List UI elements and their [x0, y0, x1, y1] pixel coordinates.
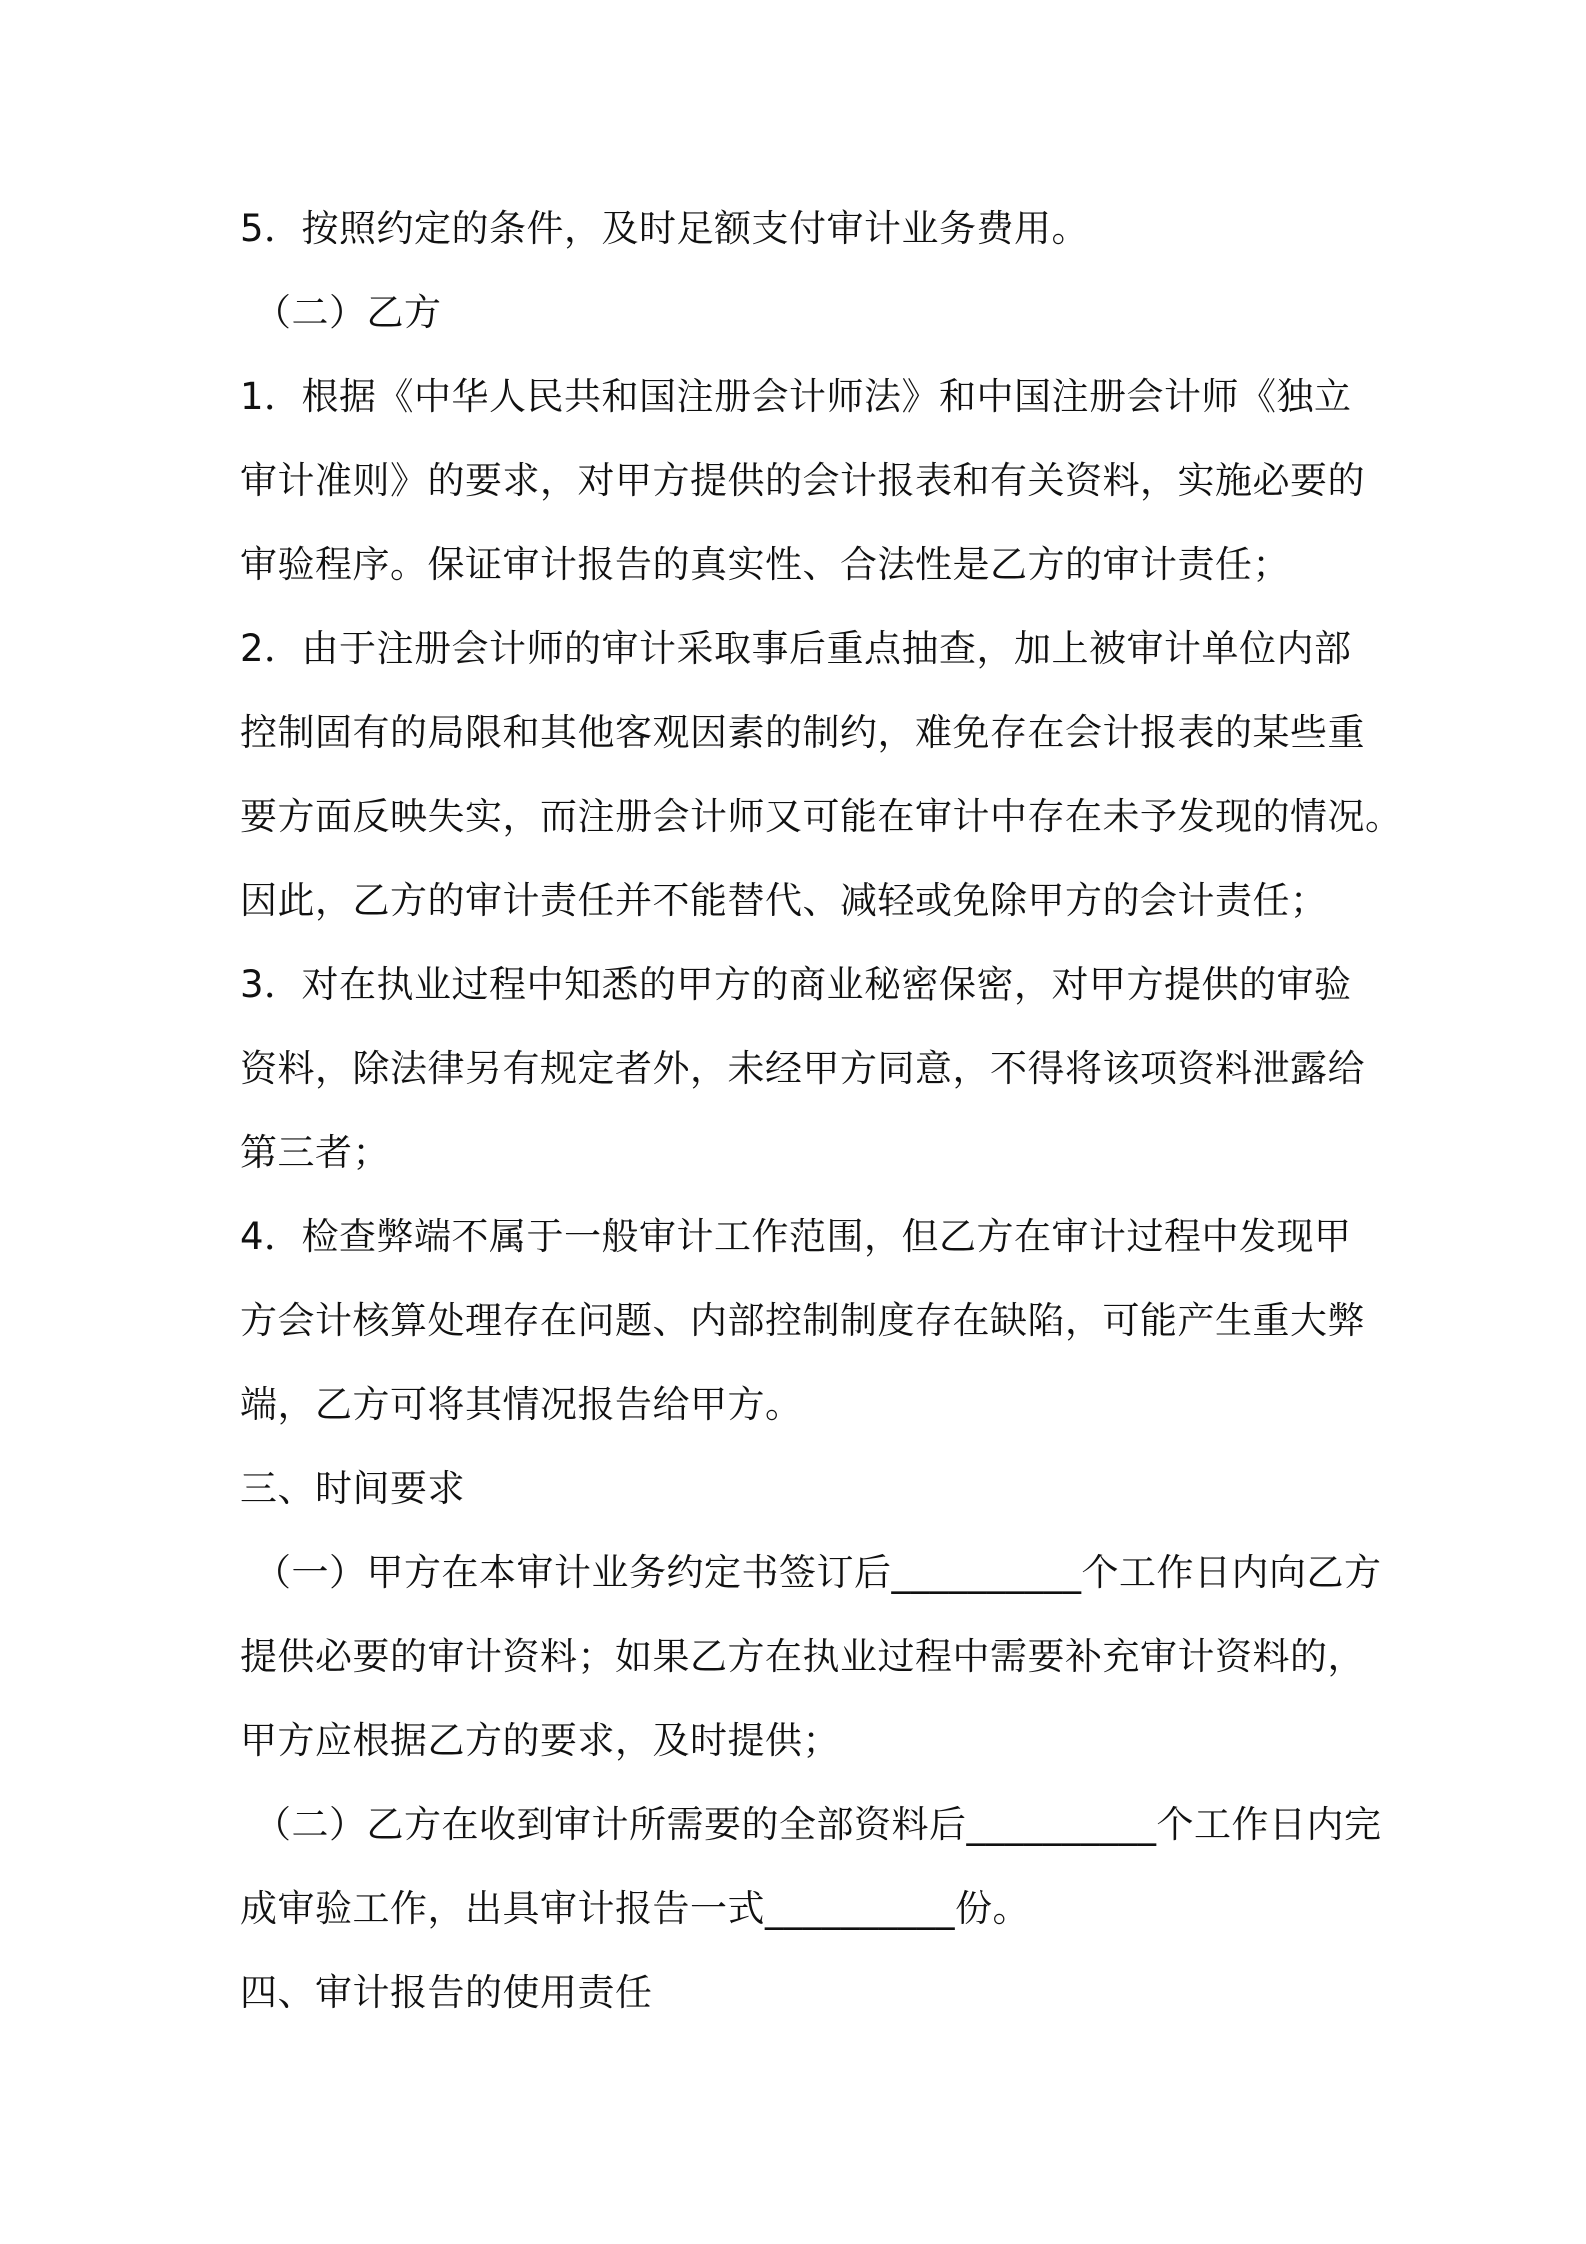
text-line: 提供必要的审计资料；如果乙方在执业过程中需要补充审计资料的，: [240, 1635, 1365, 1678]
text-line: 2．由于注册会计师的审计采取事后重点抽查，加上被审计单位内部: [240, 627, 1352, 670]
text-line: 因此，乙方的审计责任并不能替代、减轻或免除甲方的会计责任；: [240, 879, 1328, 922]
section-heading: （二）乙方: [254, 291, 442, 334]
text-line: （一）甲方在本审计业务约定书签订后__________个工作日内向乙方: [254, 1551, 1382, 1594]
text-line: 要方面反映失实，而注册会计师又可能在审计中存在未予发现的情况。: [240, 795, 1403, 838]
text-line: （二）乙方在收到审计所需要的全部资料后__________个工作日内完: [254, 1803, 1382, 1846]
text-line: 资料，除法律另有规定者外，未经甲方同意，不得将该项资料泄露给: [240, 1047, 1365, 1090]
text-line: 审验程序。保证审计报告的真实性、合法性是乙方的审计责任；: [240, 543, 1290, 586]
text-line: 审计准则》的要求，对甲方提供的会计报表和有关资料，实施必要的: [240, 459, 1365, 502]
text-line: 4．检查弊端不属于一般审计工作范围，但乙方在审计过程中发现甲: [240, 1215, 1352, 1258]
text-line: 端，乙方可将其情况报告给甲方。: [240, 1383, 803, 1426]
text-line: 3．对在执业过程中知悉的甲方的商业秘密保密，对甲方提供的审验: [240, 963, 1352, 1006]
text-line: 控制固有的局限和其他客观因素的制约，难免存在会计报表的某些重: [240, 711, 1365, 754]
text-line: 成审验工作，出具审计报告一式__________份。: [240, 1887, 1030, 1930]
section-heading: 四、审计报告的使用责任: [240, 1971, 653, 2014]
text-line: 甲方应根据乙方的要求，及时提供；: [240, 1719, 840, 1762]
text-line: 方会计核算处理存在问题、内部控制制度存在缺陷，可能产生重大弊: [240, 1299, 1365, 1342]
text-line: 5．按照约定的条件，及时足额支付审计业务费用。: [240, 207, 1090, 250]
text-line: 第三者；: [240, 1131, 390, 1174]
section-heading: 三、时间要求: [240, 1467, 465, 1510]
text-line: 1．根据《中华人民共和国注册会计师法》和中国注册会计师《独立: [240, 375, 1352, 418]
